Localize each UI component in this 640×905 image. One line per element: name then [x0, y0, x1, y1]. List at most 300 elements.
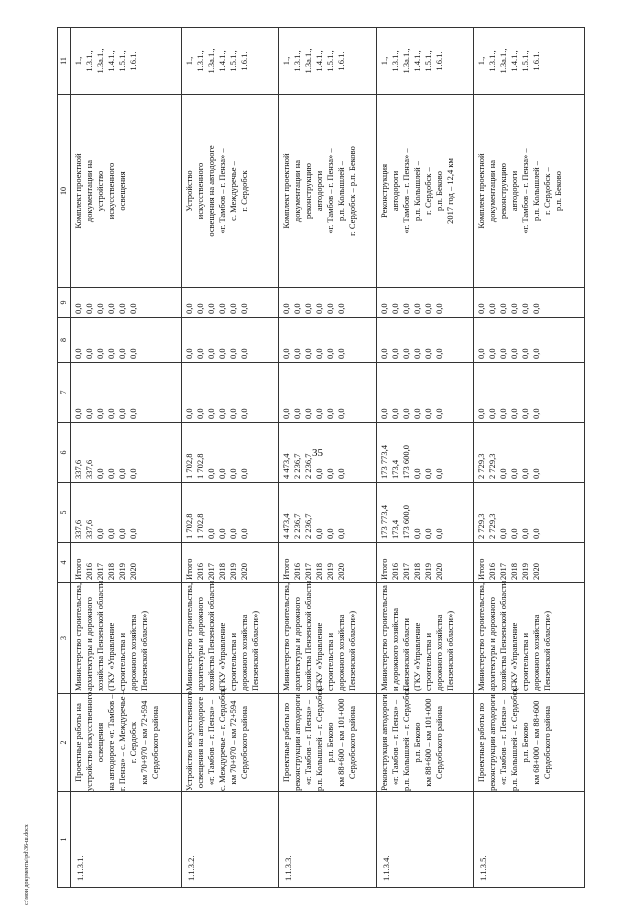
amount-col8-value: 0,0 [531, 348, 542, 359]
year-value: 2020 [433, 563, 444, 580]
expected-result-line: документации на [292, 159, 303, 223]
expected-result-line: р.п. Колышлей – [531, 161, 542, 221]
year-value: 2020 [336, 563, 347, 580]
amount-col8 [376, 318, 473, 363]
amount-col7-value: 0,0 [487, 408, 498, 419]
row-code: 1.1.3.4. [376, 792, 473, 888]
amount-col5-value: 1 702,8 [194, 513, 205, 539]
measure-name-line: реконструкции автодороги [292, 694, 303, 791]
amount-col5-value: 0,0 [433, 528, 444, 539]
year [181, 543, 278, 583]
measure-name-line: р.п. Колышлей – г. Сердобск – [509, 681, 520, 791]
amount-col7 [279, 363, 376, 423]
executor-line: Министерство строительства, [183, 582, 194, 691]
indicator-refs-line: 1.3.1., [487, 50, 498, 72]
indicator-refs [279, 28, 376, 95]
amount-col7-value: 0,0 [520, 408, 531, 419]
amount-col6-value: 1 702,8 [194, 453, 205, 479]
amount-col5-value: 2 729,3 [487, 513, 498, 539]
amount-col9-value: 0,0 [531, 303, 542, 314]
amount-col6-value: 173,4 [389, 459, 400, 479]
executor-line: дорожного хозяйства [531, 614, 542, 691]
year-value: Итого [476, 558, 487, 580]
amount-col7-value: 0,0 [128, 408, 138, 419]
indicator-refs-line: 1.3.1., [389, 50, 400, 72]
amount-col5-value: 173 600,0 [400, 505, 411, 539]
amount-col6-value: 0,0 [325, 468, 336, 479]
amount-col8-value: 0,0 [325, 348, 336, 359]
amount-col7-value: 0,0 [205, 408, 216, 419]
year-value: 2016 [487, 563, 498, 580]
executor-line: хозяйства Пензенской области [498, 580, 509, 691]
executor-line: Пензенской области») [347, 610, 358, 691]
expected-result [279, 95, 376, 288]
amount-col7-value: 0,0 [498, 408, 509, 419]
amount-col7 [181, 363, 278, 423]
amount-col6-value: 0,0 [95, 468, 105, 479]
expected-result-line: Комплект проектной [476, 153, 487, 229]
year-value: 2017 [303, 563, 314, 580]
indicator-refs-line: 1.4.1., [314, 50, 325, 72]
amount-col8-value: 0,0 [520, 348, 531, 359]
column-number-header: 7 [58, 363, 71, 423]
amount-col9-value: 0,0 [314, 303, 325, 314]
executor-line: (ГКУ «Управление [314, 622, 325, 691]
executor-line: дорожного хозяйства [238, 614, 249, 691]
year-value: 2020 [238, 563, 249, 580]
measure-name [181, 687, 278, 792]
amount-col9-value: 0,0 [520, 303, 531, 314]
measure-name-line: с. Междуречье – г. Сердобск [216, 687, 227, 791]
amount-col8-value: 0,0 [303, 348, 314, 359]
amount-col8-value: 0,0 [117, 348, 127, 359]
program-table [57, 27, 585, 888]
amount-col9-value: 0,0 [216, 303, 227, 314]
column-number-row [58, 28, 71, 888]
column-number-header: 9 [58, 288, 71, 318]
executor-line: (ГКУ «Управление [411, 622, 422, 691]
row-code: 1.1.3.3. [279, 792, 376, 888]
amount-col7-value: 0,0 [411, 408, 422, 419]
amount-col5-value: 4 473,4 [281, 513, 292, 539]
amount-col6-value: 0,0 [531, 468, 542, 479]
amount-col7-value: 0,0 [238, 408, 249, 419]
amount-col6-value: 0,0 [216, 468, 227, 479]
amount-col6-value: 0,0 [411, 468, 422, 479]
measure-name-line: р.п. Беково [325, 722, 336, 763]
indicator-refs-line: 1.4.1., [106, 50, 116, 72]
rotated-table-frame [57, 28, 585, 888]
row-code: 1.1.3.2. [181, 792, 278, 888]
amount-col5-value: 0,0 [227, 528, 238, 539]
measure-name-line: р.п. Колышлей – г. Сердобск – [400, 681, 411, 791]
amount-col6-value: 0,0 [314, 468, 325, 479]
expected-result-line: Комплект проектной [73, 153, 83, 229]
amount-col7-value: 0,0 [336, 408, 347, 419]
amount-col6-value: 173 773,4 [378, 445, 389, 479]
row-code: 1.1.3.5. [474, 792, 585, 888]
amount-col9-value: 0,0 [73, 303, 83, 314]
amount-col9-value: 0,0 [389, 303, 400, 314]
expected-result-line: Устройство [183, 170, 194, 212]
amount-col6 [71, 423, 182, 483]
amount-col6-value: 0,0 [128, 468, 138, 479]
amount-col6-value: 0,0 [433, 468, 444, 479]
row-code: 1.1.3.1. [71, 792, 182, 888]
page-number: 35 [312, 447, 323, 459]
indicator-refs-line: 1.3.1., [292, 50, 303, 72]
amount-col9-value: 0,0 [281, 303, 292, 314]
year-value: 2017 [205, 563, 216, 580]
column-number-header: 6 [58, 423, 71, 483]
table-row [279, 28, 376, 888]
amount-col9 [474, 288, 585, 318]
expected-result [376, 95, 473, 288]
amount-col9-value: 0,0 [411, 303, 422, 314]
amount-col6 [376, 423, 473, 483]
amount-col9-value: 0,0 [400, 303, 411, 314]
column-number-header: 8 [58, 318, 71, 363]
year-value: 2017 [95, 563, 105, 580]
indicator-refs-line: 1.5.1., [227, 50, 238, 72]
executor [279, 580, 376, 694]
indicator-refs [181, 28, 278, 95]
executor-line: (ГКУ «Управление [509, 622, 520, 691]
amount-col6-value: 0,0 [106, 468, 116, 479]
amount-col8-value: 0,0 [476, 348, 487, 359]
executor-line: Пензенской области») [444, 610, 455, 691]
year-value: 2018 [216, 563, 227, 580]
amount-col7-value: 0,0 [117, 408, 127, 419]
expected-result-line: г. Сердобск – [422, 167, 433, 215]
amount-col8-value: 0,0 [73, 348, 83, 359]
measure-name-line: Реконструкция автодороги [378, 694, 389, 791]
expected-result-line: «г. Тамбов – г. Пенза» – [216, 148, 227, 234]
year-value: 2020 [531, 563, 542, 580]
year-value: 2017 [498, 563, 509, 580]
executor-line: дорожного хозяйства [128, 614, 138, 691]
expected-result-line: искусственного [194, 162, 205, 220]
executor-line: дорожного хозяйства [433, 614, 444, 691]
measure-name-line: «г. Тамбов – г. Пенза» – [205, 699, 216, 786]
expected-result-line: автодороги [509, 170, 520, 212]
year-value: 2018 [106, 563, 116, 580]
amount-col5-value: 0,0 [411, 528, 422, 539]
amount-col5-value: 0,0 [106, 528, 116, 539]
indicator-refs-line: 1., [378, 56, 389, 66]
amount-col9-value: 0,0 [509, 303, 520, 314]
executor-line: Министерство строительства, [281, 582, 292, 691]
amount-col9 [279, 288, 376, 318]
amount-col7-value: 0,0 [325, 408, 336, 419]
amount-col6-value: 0,0 [336, 468, 347, 479]
amount-col5-value: 337,6 [84, 519, 94, 539]
amount-col6-value: 173 600,0 [400, 445, 411, 479]
amount-col6-value: 2 236,7 [292, 453, 303, 479]
amount-col8 [279, 318, 376, 363]
expected-result-line: освещения на автодороге [205, 145, 216, 237]
measure-name-line: км 88+600 – км 101+000 [336, 698, 347, 787]
year-value: 2016 [292, 563, 303, 580]
column-number-header: 10 [58, 95, 71, 288]
amount-col7-value: 0,0 [216, 408, 227, 419]
indicator-refs-line: 1.5.1., [325, 50, 336, 72]
indicator-refs-line: 1.3а.1., [400, 48, 411, 74]
amount-col7-value: 0,0 [422, 408, 433, 419]
executor-line: Министерство строительства [378, 585, 389, 691]
executor-line: и дорожного хозяйства [389, 607, 400, 691]
column-number-header: 5 [58, 483, 71, 543]
amount-col5 [279, 483, 376, 543]
amount-col7-value: 0,0 [281, 408, 292, 419]
indicator-refs-line: 1.5.1., [422, 50, 433, 72]
executor-line: строительства и [117, 632, 127, 691]
amount-col7 [71, 363, 182, 423]
executor-line: Пензенской области») [249, 610, 260, 691]
year [71, 543, 182, 583]
amount-col8-value: 0,0 [128, 348, 138, 359]
measure-name-line: Проектные работы на [73, 703, 83, 782]
table-row [71, 28, 182, 888]
amount-col7 [474, 363, 585, 423]
measure-name-line: устройство искусственного [84, 691, 94, 791]
indicator-refs-line: 1.3а.1., [205, 48, 216, 74]
indicator-refs-line: 1.4.1., [509, 50, 520, 72]
indicator-refs-line: 1.5.1., [117, 50, 127, 72]
amount-col6-value: 0,0 [422, 468, 433, 479]
expected-result-line: освещения [117, 171, 127, 211]
amount-col8-value: 0,0 [194, 348, 205, 359]
amount-col6 [279, 423, 376, 483]
year-value: 2017 [400, 563, 411, 580]
amount-col6-value: 0,0 [498, 468, 509, 479]
amount-col7-value: 0,0 [303, 408, 314, 419]
indicator-refs-line: 1.6.1. [238, 51, 249, 71]
amount-col6-value: 337,6 [73, 459, 83, 479]
expected-result-line: р.п. Беково [553, 171, 564, 211]
indicator-refs-line: 1.4.1., [216, 50, 227, 72]
amount-col5-value: 2 236,7 [292, 513, 303, 539]
amount-col6-value: 2 236,7 [303, 453, 314, 479]
amount-col8-value: 0,0 [84, 348, 94, 359]
column-number-header: 4 [58, 543, 71, 583]
amount-col7-value: 0,0 [227, 408, 238, 419]
executor-line: архитектуры и дорожного [194, 597, 205, 691]
amount-col9-value: 0,0 [238, 303, 249, 314]
indicator-refs-line: 1., [73, 56, 83, 66]
expected-result-line: документации на [487, 159, 498, 223]
indicator-refs-line: 1.3а.1., [95, 48, 105, 74]
amount-col7-value: 0,0 [183, 408, 194, 419]
indicator-refs-line: 1., [476, 56, 487, 66]
measure-name-line: км 68+000 – км 88+600 [531, 700, 542, 785]
indicator-refs-line: 1.3а.1., [303, 48, 314, 74]
executor-line: дорожного хозяйства [336, 614, 347, 691]
column-number-header: 2 [58, 694, 71, 792]
indicator-refs [376, 28, 473, 95]
year-value: Итого [281, 558, 292, 580]
table-body [71, 28, 585, 888]
year-value: 2016 [389, 563, 400, 580]
amount-col5-value: 2 729,3 [476, 513, 487, 539]
amount-col9-value: 0,0 [378, 303, 389, 314]
year-value: 2016 [194, 563, 205, 580]
amount-col6 [474, 423, 585, 483]
amount-col9 [71, 288, 182, 318]
indicator-refs-line: 1., [281, 56, 292, 66]
amount-col8-value: 0,0 [433, 348, 444, 359]
amount-col5-value: 0,0 [216, 528, 227, 539]
expected-result-line: Комплект проектной [281, 153, 292, 229]
executor [474, 580, 585, 694]
executor-line: Пензенской области») [542, 610, 553, 691]
executor-line: строительства и [520, 632, 531, 691]
year [474, 543, 585, 583]
amount-col5-value: 0,0 [531, 528, 542, 539]
year-value: 2020 [128, 563, 138, 580]
indicator-refs-line: 1.6.1. [336, 51, 347, 71]
amount-col9-value: 0,0 [95, 303, 105, 314]
amount-col8-value: 0,0 [227, 348, 238, 359]
measure-name-line: на автодороге «г. Тамбов – [106, 694, 116, 791]
table-row [181, 28, 278, 888]
amount-col6-value: 0,0 [117, 468, 127, 479]
year-value: 2019 [520, 563, 531, 580]
amount-col6-value: 4 473,4 [281, 453, 292, 479]
amount-col7-value: 0,0 [531, 408, 542, 419]
executor-line: Пензенской области») [139, 610, 149, 691]
indicator-refs [474, 28, 585, 95]
executor-line: (ГКУ «Управление [216, 622, 227, 691]
amount-col5-value: 0,0 [128, 528, 138, 539]
amount-col9-value: 0,0 [422, 303, 433, 314]
measure-name-line: км 70+970 – км 72+594 [139, 700, 149, 785]
year [279, 543, 376, 583]
amount-col9-value: 0,0 [325, 303, 336, 314]
measure-name-line: Сердобского района [150, 705, 160, 780]
amount-col9-value: 0,0 [194, 303, 205, 314]
measure-name-line: р.п. Колышлей – г. Сердобск – [314, 681, 325, 791]
executor-line: архитектуры и дорожного [487, 597, 498, 691]
amount-col5-value: 0,0 [205, 528, 216, 539]
amount-col7 [376, 363, 473, 423]
amount-col7-value: 0,0 [400, 408, 411, 419]
executor-line: архитектуры и дорожного [84, 597, 94, 691]
year-value: 2018 [509, 563, 520, 580]
measure-name-line: р.п. Беково [411, 722, 422, 763]
expected-result-line: Реконструкция [378, 164, 389, 219]
year-value: Итого [183, 558, 194, 580]
executor-line: архитектуры и дорожного [292, 597, 303, 691]
amount-col8-value: 0,0 [400, 348, 411, 359]
amount-col9-value: 0,0 [292, 303, 303, 314]
indicator-refs-line: 1.5.1., [520, 50, 531, 72]
amount-col8-value: 0,0 [378, 348, 389, 359]
amount-col7-value: 0,0 [433, 408, 444, 419]
indicator-refs-line: 1.3.1., [84, 50, 94, 72]
amount-col5-value: 0,0 [498, 528, 509, 539]
amount-col6-value: 0,0 [238, 468, 249, 479]
expected-result-line: «г. Тамбов – г. Пенза» – [520, 148, 531, 234]
measure-name-line: освещения на автодороге [194, 696, 205, 789]
amount-col8 [181, 318, 278, 363]
amount-col5-value: 1 702,8 [183, 513, 194, 539]
measure-name-line: Проектные работы по [281, 702, 292, 783]
column-number-header: 1 [58, 792, 71, 888]
expected-result-line: реконструкцию [498, 162, 509, 220]
amount-col5-value: 0,0 [336, 528, 347, 539]
indicator-refs-line: 1.6.1. [128, 51, 138, 71]
amount-col5-value: 0,0 [117, 528, 127, 539]
amount-col5 [181, 483, 278, 543]
amount-col6-value: 0,0 [509, 468, 520, 479]
measure-name-line: освещения [95, 722, 105, 763]
amount-col6-value: 0,0 [227, 468, 238, 479]
amount-col8-value: 0,0 [498, 348, 509, 359]
amount-col9-value: 0,0 [433, 303, 444, 314]
amount-col5-value: 0,0 [95, 528, 105, 539]
amount-col5-value: 173,4 [389, 519, 400, 539]
executor-line: строительства и [325, 632, 336, 691]
amount-col8-value: 0,0 [95, 348, 105, 359]
amount-col5 [474, 483, 585, 543]
amount-col5-value: 2 236,7 [303, 513, 314, 539]
measure-name-line: г. Пенза» – с. Междуречье – [117, 690, 127, 791]
indicator-refs-line: 1.3.1., [194, 50, 205, 72]
amount-col8-value: 0,0 [216, 348, 227, 359]
year-value: 2019 [325, 563, 336, 580]
amount-col6 [181, 423, 278, 483]
measure-name-line: Устройство искусственного [183, 691, 194, 791]
amount-col8-value: 0,0 [292, 348, 303, 359]
amount-col9 [181, 288, 278, 318]
column-number-header: 3 [58, 583, 71, 694]
measure-name-line: «г. Тамбов – г. Пенза» – [303, 699, 314, 786]
amount-col9-value: 0,0 [476, 303, 487, 314]
footer-file-path: c:\мои документы\pd\36-ш.docx [24, 824, 30, 905]
amount-col9-value: 0,0 [336, 303, 347, 314]
measure-name-line: Сердобского района [238, 705, 249, 780]
expected-result-line: документации на [84, 159, 94, 223]
amount-col6-value: 2 729,3 [487, 453, 498, 479]
amount-col8-value: 0,0 [106, 348, 116, 359]
measure-name-line: Сердобского района [347, 705, 358, 780]
year-value: Итого [73, 558, 83, 580]
amount-col9-value: 0,0 [487, 303, 498, 314]
amount-col9-value: 0,0 [183, 303, 194, 314]
amount-col5 [376, 483, 473, 543]
measure-name-line: Проектные работы по [476, 702, 487, 783]
amount-col8-value: 0,0 [281, 348, 292, 359]
amount-col6-value: 337,6 [84, 459, 94, 479]
expected-result-line: р.п. Беково [433, 171, 444, 211]
amount-col7-value: 0,0 [194, 408, 205, 419]
expected-result-line: автодороги [314, 170, 325, 212]
amount-col9-value: 0,0 [303, 303, 314, 314]
expected-result [474, 95, 585, 288]
indicator-refs-line: 1.6.1. [531, 51, 542, 71]
amount-col8-value: 0,0 [205, 348, 216, 359]
measure-name-line: «г. Тамбов – г. Пенза» – [389, 699, 400, 786]
executor-line: хозяйства Пензенской области [95, 580, 105, 691]
executor-line: строительства и [227, 632, 238, 691]
amount-col8-value: 0,0 [336, 348, 347, 359]
amount-col8 [474, 318, 585, 363]
amount-col9 [376, 288, 473, 318]
expected-result-line: устройство [95, 170, 105, 212]
expected-result-line: «г. Тамбов – г. Пенза» – [325, 148, 336, 234]
measure-name-line: Сердобского района [433, 705, 444, 780]
